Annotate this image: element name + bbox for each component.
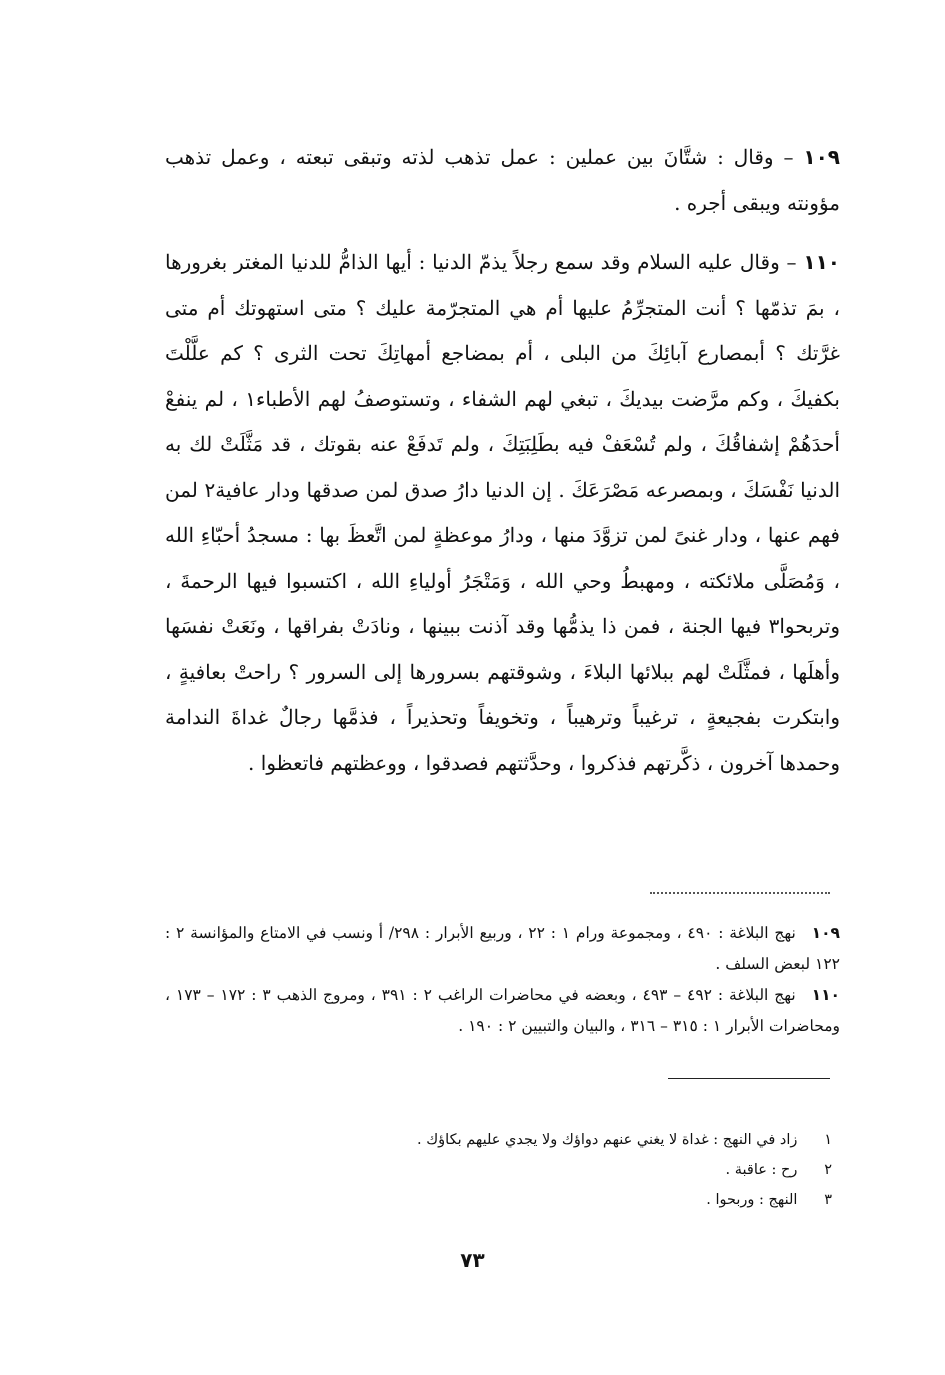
saying-text: – وقال : شتَّانَ بين عملين : عمل تذهب لذته وتبقى تبعته ، وعمل تذهب مؤونته ويبقى أجره .	[165, 145, 840, 215]
footnote-text: النهج : وربحوا .	[706, 1192, 798, 1208]
sources-section	[165, 918, 840, 1042]
footnote-text: رح : عاقبة .	[725, 1162, 798, 1178]
footnote-number: ٢	[824, 1162, 832, 1178]
footnote-rule	[668, 1078, 830, 1079]
page-number: ٧٣	[460, 1248, 485, 1272]
footnote-entry	[165, 1155, 840, 1185]
footnote-entry	[165, 1185, 840, 1215]
dotted-separator	[650, 892, 830, 894]
footnote-text: زاد في النهج : غداة لا يغني عنهم دواؤك ولا يجدي عليهم بكاؤك .	[417, 1132, 798, 1148]
saying-number: ١٠٩	[803, 145, 841, 169]
saying-text: – وقال عليه السلام وقد سمع رجلاً يذمّ الدنيا : أيها الذامُّ للدنيا المغتر بغرورها ، بمَ تذمّها ؟ أنت المتجرِّمُ عليها أم هي المتجرّمة عليك ؟ متى استهوتك أم متى غرَّتك ؟ أبمصارع آبائِكَ من البلى ، أم بمضاجع أمهاتِكَ تحت الثرى ؟ كم علَّلْتَ بكفيكَ ، وكم مرَّضت بيديكَ ، تبغي لهم الشفاء ، وتستوصفُ لهم الأطباء١ ، لم ينفعْ أحدَهُمْ إشفاقُكَ ، ولم تُسْعَفْ فيه بطَلِبَتِكَ ، ولم تَدفَعْ عنه بقوتك ، قد مَثَّلَتْ لك به الدنيا نَفْسَكَ ، وبمصرعه مَصْرَعَكَ . إن الدنيا دارُ صدق لمن صدقها ودار عافية٢ لمن فهم عنها ، ودار غنىً لمن تزوَّدَ منها ، ودارُ موعظةٍ لمن اتَّعظَ بها : مسجدُ أحبّاءِ الله ، وَمُصَلَّى ملائكته ، ومهبطُ وحي الله ، وَمَتْجَرُ أولياءِ الله ، اكتسبوا فيها الرحمةَ ، وتربحوا٣ فيها الجنة ، فمن ذا يذمُّها وقد آذنت ببينها ، ونادَتْ بفراقها ، ونَعَتْ نفسَها وأهلَها ، فمثَّلَتْ لهم ببلائها البلاءَ ، وشوقتهم بسرورها إلى السرور ؟ راحتْ بعافيةٍ ، وابتكرت بفجيعةٍ ، ترغيباً وترهيباً ، وتخويفاً وتحذيراً ، فذمَّها رجالٌ غداةَ الندامة وحمدها آخرون ، ذكَّرتهم فذكروا ، وحدَّثتهم فصدقوا ، ووعظتهم فاتعظوا .	[165, 250, 841, 775]
saying-110	[165, 240, 840, 786]
footnote-entry	[165, 1125, 840, 1155]
source-entry	[165, 980, 840, 1042]
saying-number: ١١٠	[803, 250, 840, 274]
source-number: ١٠٩	[811, 924, 841, 942]
source-text: نهج البلاغة : ٤٩٢ – ٤٩٣ ، وبعضه في محاضرات الراغب ٢ : ٣٩١ ، ومروج الذهب ٣ : ١٧٢ – ١٧٣ ، ومحاضرات الأبرار ١ : ٣١٥ – ٣١٦ ، والبيان والتبيين ٢ : ١٩٠ .	[165, 986, 840, 1035]
source-text: نهج البلاغة : ٤٩٠ ، ومجموعة ورام ١ : ٢٢ ، وربيع الأبرار : ٢٩٨/ أ ونسب في الامتاع والمؤانسة ٢ : ١٢٢ لبعض السلف .	[165, 924, 840, 973]
saying-109	[165, 135, 840, 226]
source-entry	[165, 918, 840, 980]
footnote-number: ١	[824, 1132, 832, 1148]
footnote-number: ٣	[824, 1192, 832, 1208]
footnotes-section	[165, 1125, 840, 1215]
source-number: ١١٠	[811, 986, 840, 1004]
